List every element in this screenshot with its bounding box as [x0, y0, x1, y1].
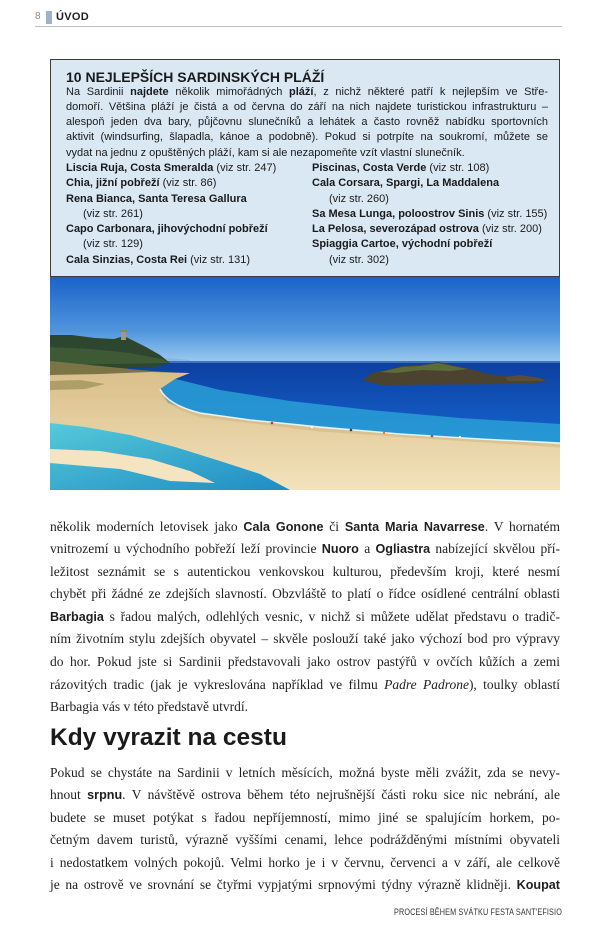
beach-list-left-column: [66, 161, 302, 268]
line-text: [50, 829, 560, 852]
line-text: [50, 651, 560, 674]
bold-term: Santa Maria Navarrese: [344, 519, 485, 534]
line-text: [50, 538, 560, 561]
bold-term: Rena Bianca, Santa Teresa Gallura: [66, 192, 247, 205]
text-run: vydat na jednu z opuštěných pláží, kam si ale nezapomeňte vzít vlastní slunečník.: [66, 146, 465, 159]
text-run: budete se muset potýkat s řadou nepříjemností, mimo jiné se spalujícím horkem, po-: [50, 809, 560, 825]
body-line: [50, 829, 560, 852]
text-run: (viz str. 302): [329, 253, 389, 266]
text-run: vnitrozemí u východního pobřeží leží provincie: [50, 541, 322, 557]
body-line: [50, 561, 560, 584]
text-run: (viz str. 155): [484, 207, 548, 220]
text-run: aktivit (windsurfing, šlapadla, kánoe a podobně). Pokud si potrpíte na soukromí, můžete se: [66, 131, 548, 144]
text-run: několik moderních letovisek jako: [50, 518, 244, 534]
line-text: [66, 161, 276, 176]
text-run: Na Sardinii: [66, 85, 131, 98]
line-text: [50, 561, 560, 584]
body-line: [50, 516, 560, 539]
bold-term: Ogliastra: [375, 542, 431, 557]
line-text: [66, 146, 465, 161]
beach-list-line: [66, 207, 302, 222]
box-title: [66, 68, 366, 86]
line-text: [50, 874, 560, 897]
bold-term: Cala Gonone: [243, 519, 324, 534]
bold-term: Cala Corsara, Spargi, La Maddalena: [312, 177, 500, 190]
line-text: [312, 222, 542, 237]
line-text: [66, 222, 268, 237]
line-text: [66, 176, 216, 191]
line-text: [50, 852, 560, 875]
text-run: či: [323, 518, 345, 534]
text-run: domoří. Většina pláží je čistá a od června do září na nich najdete turistickou infrastrukturu –: [66, 100, 548, 113]
bold-term: Piscinas, Costa Verde: [312, 162, 427, 174]
section-title: ÚVOD: [56, 11, 89, 23]
text-run: ), toulky oblastí: [468, 676, 560, 692]
beach-list-line: [66, 161, 302, 176]
bold-term: Cala Sinzias, Costa Rei: [66, 253, 188, 266]
text-run: (viz str. 86): [159, 177, 217, 190]
text-run: hnout: [50, 787, 88, 803]
line-text: [50, 762, 560, 785]
best-beaches-box: [50, 59, 560, 277]
line-text: [83, 237, 143, 252]
text-run: (viz str. 260): [329, 192, 389, 205]
body-line: [50, 583, 560, 606]
text-run: s řadou malých, odlehlých vesnic, v nichž si můžete udělat představu o tradič-: [103, 608, 560, 624]
text-run: (viz str. 247): [213, 162, 277, 174]
italic-title: Padre Padrone: [384, 676, 469, 692]
bold-term: Barbagia: [50, 609, 104, 624]
beach-list-line: [66, 192, 302, 207]
text-run: a: [358, 541, 376, 557]
bold-term: Liscia Ruja, Costa Smeralda: [66, 162, 214, 174]
beach-list-line: [312, 222, 548, 237]
line-text: [50, 606, 560, 629]
section-heading-text: Kdy vyrazit na cestu: [50, 724, 287, 751]
intro-line: [66, 100, 548, 115]
text-run: , z nichž některé patří k nejlepším ve Stře-: [313, 85, 549, 98]
paragraph-regions: [50, 516, 560, 719]
line-text: [329, 253, 389, 268]
line-text: [50, 628, 560, 651]
section-heading: [50, 723, 300, 753]
body-line: [50, 852, 560, 875]
line-text: [312, 176, 499, 191]
text-run: ležitost seznámit se s autentickou venkovskou kulturou, především kroji, které nesmí: [50, 563, 560, 579]
bold-term: Capo Carbonara, jihovýchodní pobřeží: [66, 223, 268, 236]
text-run: je na ostrově ve srovnání se čtyřmi vypjatými srpnovými týdny výrazně klidněji.: [50, 877, 517, 893]
body-line: [50, 874, 560, 897]
page-number: 8: [35, 11, 41, 22]
line-text: [66, 85, 548, 100]
line-text: [50, 674, 560, 697]
text-run: ním životním stylu zdejších obyvatel – skvěle poslouží také jako výchozí bod pro výpravy: [50, 631, 560, 647]
line-text: [312, 237, 492, 252]
intro-line: [66, 130, 548, 145]
box-intro-paragraph: [66, 85, 548, 161]
line-text: [66, 115, 548, 130]
body-line: [50, 674, 560, 697]
box-title-text: 10 NEJLEPŠÍCH SARDINSKÝCH PLÁŽÍ: [66, 69, 325, 85]
beach-list-right-column: [312, 161, 548, 268]
line-text: [50, 696, 248, 719]
text-run: (viz str. 200): [478, 223, 542, 236]
watchtower: [121, 331, 126, 340]
intro-line: [66, 115, 548, 130]
bold-term: srpnu: [87, 788, 123, 803]
text-run: (viz str. 108): [426, 162, 490, 174]
text-run: . V návštěvě ostrova během této nejrušnější části roku sice nic nebrání, ale: [122, 787, 560, 803]
beach-list-line: [66, 176, 302, 191]
line-text: [50, 583, 560, 606]
bold-term: najdete: [130, 85, 169, 98]
bold-term: Sa Mesa Lunga, poloostrov Sinis: [312, 207, 485, 220]
beach-list-line: [312, 192, 548, 207]
beachgoer: [431, 435, 434, 438]
bold-term: Nuoro: [321, 542, 359, 557]
line-text: [50, 516, 560, 539]
text-run: nabízející skvělou pří-: [430, 541, 560, 557]
line-text: [66, 253, 250, 268]
photo-caption-text: PROCESÍ BĚHEM SVÁTKU FESTA SANT'EFISIO: [394, 907, 562, 917]
beachgoer: [459, 436, 461, 438]
text-run: četným davem turistů, výrazně vyššími cenami, lehce podrážděnými místními obyvateli: [50, 832, 560, 848]
line-text: [50, 807, 560, 830]
body-line: [50, 762, 560, 785]
paragraph-when-to-go: [50, 762, 560, 898]
text-run: Barbagia vás v této představě utvrdí.: [50, 699, 248, 715]
beach-list-line: [66, 222, 302, 237]
line-text: [66, 192, 247, 207]
body-line: [50, 807, 560, 830]
header-rule: [35, 26, 562, 27]
beach-list-line: [312, 253, 548, 268]
intro-line: [66, 146, 548, 161]
text-run: Pokud se chystáte na Sardinii v letních měsících, možná byste měli zvážit, zda se nevy-: [50, 764, 560, 780]
line-text: [66, 100, 548, 115]
beach-list-line: [66, 253, 302, 268]
body-line: [50, 651, 560, 674]
text-run: rázovitých tradic (jak je vykreslována například ve filmu: [50, 676, 385, 692]
beachgoer: [271, 422, 274, 425]
line-text: [83, 207, 143, 222]
body-line: [50, 696, 560, 719]
text-run: (viz str. 129): [83, 238, 143, 251]
line-text: [66, 130, 548, 145]
text-run: alespoň jeden dva bary, půjčovnu slunečníků a lehátek a často rovněž nabídku sportovních: [66, 116, 548, 129]
text-run: několik mimořádných: [168, 85, 290, 98]
text-run: chybět při žádné ze zdejších slavností. Obzvláště to platí o řídce osídlené centrální oblasti: [50, 586, 560, 602]
text-run: do hor. Pokud jste si Sardinii představovali jako ostrov pastýřů v ovčích kůžích a zemi: [50, 654, 560, 670]
beach-list-line: [312, 207, 548, 222]
line-text: [312, 161, 489, 176]
bold-term: Koupat: [516, 878, 560, 893]
text-run: . V hornatém: [484, 518, 560, 534]
text-run: i nedostatkem volných pokojů. Velmi horko je i v červnu, červenci a v září, ale celkově: [50, 854, 560, 870]
beach-list-line: [312, 237, 548, 252]
watchtower-top: [120, 330, 127, 332]
bold-term: Spiaggia Cartoe, východní pobřeží: [312, 238, 493, 251]
section-marker: [46, 11, 52, 24]
beachgoer: [383, 432, 385, 434]
bold-term: La Pelosa, severozápad ostrova: [312, 223, 479, 236]
beachgoer: [350, 429, 353, 432]
body-line: [50, 628, 560, 651]
text-run: (viz str. 261): [83, 207, 143, 220]
line-text: [50, 784, 560, 807]
intro-line: [66, 85, 548, 100]
beach-list-line: [312, 176, 548, 191]
photo-caption: [394, 905, 562, 919]
body-line: [50, 538, 560, 561]
beach-list-line: [66, 237, 302, 252]
line-text: [312, 207, 547, 222]
text-run: (viz str. 131): [187, 253, 251, 266]
body-line: [50, 606, 560, 629]
bold-term: pláží: [289, 85, 314, 98]
beach-photo: [50, 277, 560, 490]
body-line: [50, 784, 560, 807]
line-text: [329, 192, 389, 207]
bold-term: Chia, jižní pobřeží: [66, 177, 160, 190]
beach-list-line: [312, 161, 548, 176]
beachgoer: [311, 426, 313, 428]
